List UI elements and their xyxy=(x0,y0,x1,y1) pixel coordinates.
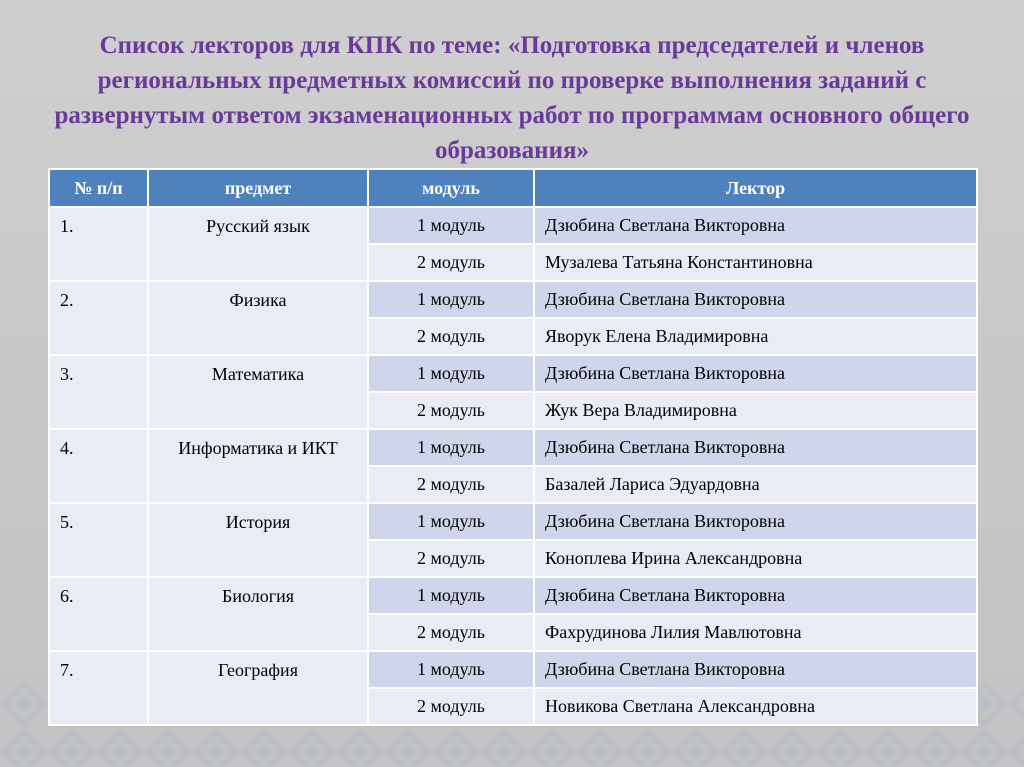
row-number: 5. xyxy=(49,503,148,577)
header-subject: предмет xyxy=(148,169,368,207)
lecturer-cell: Дзюбина Светлана Викторовна xyxy=(534,503,977,540)
row-number: 6. xyxy=(49,577,148,651)
module-cell: 1 модуль xyxy=(368,651,534,688)
row-number: 7. xyxy=(49,651,148,725)
row-number: 4. xyxy=(49,429,148,503)
module-cell: 1 модуль xyxy=(368,503,534,540)
subject-cell: Информатика и ИКТ xyxy=(148,429,368,503)
lecturer-cell: Дзюбина Светлана Викторовна xyxy=(534,429,977,466)
module-cell: 2 модуль xyxy=(368,392,534,429)
lecturer-cell: Яворук Елена Владимировна xyxy=(534,318,977,355)
lecturer-cell: Дзюбина Светлана Викторовна xyxy=(534,207,977,244)
table-row xyxy=(49,429,977,466)
module-cell: 2 модуль xyxy=(368,540,534,577)
subject-cell: Математика xyxy=(148,355,368,429)
module-cell: 2 модуль xyxy=(368,466,534,503)
header-lecturer: Лектор xyxy=(534,169,977,207)
header-module: модуль xyxy=(368,169,534,207)
table-row xyxy=(49,577,977,614)
table-row xyxy=(49,355,977,392)
table-row xyxy=(49,207,977,244)
module-cell: 1 модуль xyxy=(368,429,534,466)
lecturer-cell: Дзюбина Светлана Викторовна xyxy=(534,281,977,318)
lecturers-table xyxy=(48,168,978,726)
row-number: 3. xyxy=(49,355,148,429)
module-cell: 2 модуль xyxy=(368,244,534,281)
module-cell: 1 модуль xyxy=(368,207,534,244)
lecturer-cell: Музалева Татьяна Константиновна xyxy=(534,244,977,281)
lecturer-cell: Дзюбина Светлана Викторовна xyxy=(534,651,977,688)
subject-cell: Физика xyxy=(148,281,368,355)
lecturer-cell: Новикова Светлана Александровна xyxy=(534,688,977,725)
module-cell: 1 модуль xyxy=(368,577,534,614)
module-cell: 1 модуль xyxy=(368,355,534,392)
table-header-row xyxy=(49,169,977,207)
header-num: № п/п xyxy=(49,169,148,207)
table-row xyxy=(49,503,977,540)
lecturer-cell: Дзюбина Светлана Викторовна xyxy=(534,577,977,614)
module-cell: 1 модуль xyxy=(368,281,534,318)
slide-title: Список лекторов для КПК по теме: «Подготовка председателей и членов региональных предметных комиссий по проверке выполнения заданий с развернутым ответом экзаменационных работ по программам основного общего образования» xyxy=(54,32,970,164)
row-number: 2. xyxy=(49,281,148,355)
table-row xyxy=(49,281,977,318)
subject-cell: Биология xyxy=(148,577,368,651)
lecturer-cell: Базалей Лариса Эдуардовна xyxy=(534,466,977,503)
module-cell: 2 модуль xyxy=(368,318,534,355)
lecturer-cell: Дзюбина Светлана Викторовна xyxy=(534,355,977,392)
subject-cell: История xyxy=(148,503,368,577)
row-number: 1. xyxy=(49,207,148,281)
module-cell: 2 модуль xyxy=(368,688,534,725)
table-row xyxy=(49,651,977,688)
module-cell: 2 модуль xyxy=(368,614,534,651)
lecturer-cell: Коноплева Ирина Александровна xyxy=(534,540,977,577)
subject-cell: Русский язык xyxy=(148,207,368,281)
lecturer-cell: Фахрудинова Лилия Мавлютовна xyxy=(534,614,977,651)
lecturer-cell: Жук Вера Владимировна xyxy=(534,392,977,429)
lecturers-table-container xyxy=(48,168,976,726)
subject-cell: География xyxy=(148,651,368,725)
